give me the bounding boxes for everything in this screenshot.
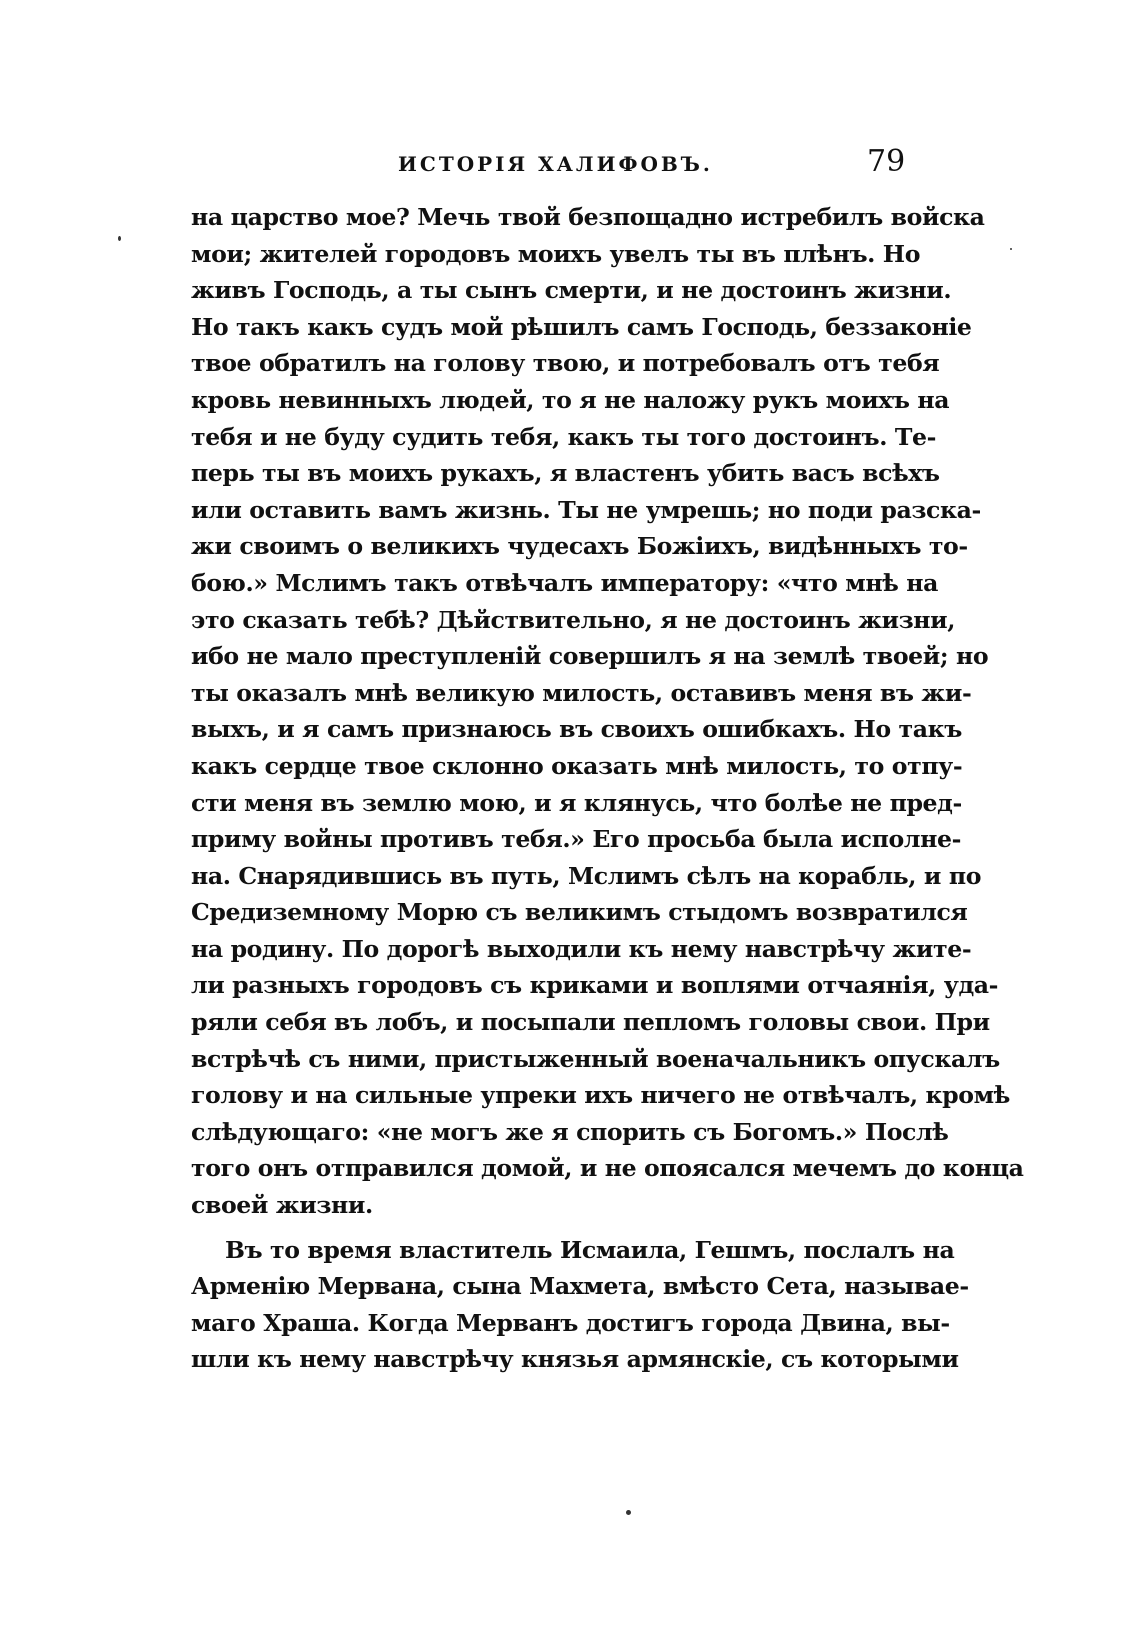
text-line: сти меня въ землю мою, и я клянусь, что болѣе не пред- [191, 788, 962, 817]
text-line: это сказать тебѣ? Дѣйствительно, я не достоинъ жизни, [191, 605, 956, 634]
page-number: 79 [867, 144, 906, 179]
ink-speck [1010, 248, 1012, 250]
text-line: мои; жителей городовъ моихъ увелъ ты въ плѣнъ. Но [191, 239, 921, 268]
ink-speck [626, 1510, 631, 1515]
text-line: тебя и не буду судить тебя, какъ ты того достоинъ. Те- [191, 422, 937, 451]
text-line: Арменію Мервана, сына Махмета, вмѣсто Сета, называе- [191, 1272, 969, 1301]
text-line: кровь невинныхъ людей, то я не наложу рукъ моихъ на [191, 385, 950, 414]
text-line: ряли себя въ лобъ, и посыпали пепломъ головы свои. При [191, 1008, 990, 1037]
text-line: на царство мое? Мечь твой безпощадно истребилъ войска [191, 203, 985, 231]
text-line: на. Снарядившись въ путь, Мслимъ сѣлъ на корабль, и по [191, 861, 982, 890]
text-line: твое обратилъ на голову твою, и потребовалъ отъ тебя [191, 349, 940, 378]
text-line: Но такъ какъ судъ мой рѣшилъ самъ Господь, беззаконіе [191, 312, 972, 341]
text-line: жи своимъ о великихъ чудесахъ Божіихъ, видѣнныхъ то- [191, 532, 968, 561]
text-line: живъ Господь, а ты сынъ смерти, и не достоинъ жизни. [191, 276, 952, 305]
running-title: ИСТОРІЯ ХАЛИФОВЪ. [398, 152, 713, 176]
text-line: голову и на сильные упреки ихъ ничего не отвѣчалъ, кромѣ [191, 1081, 1010, 1110]
paragraph-1 [191, 199, 1024, 1224]
text-line: или оставить вамъ жизнь. Ты не умрешь; но поди разска- [191, 495, 981, 524]
text-line: Средиземному Морю съ великимъ стыдомъ возвратился [191, 898, 968, 927]
text-line: какъ сердце твое склонно оказать мнѣ милость, то отпу- [191, 751, 963, 780]
paragraph-2 [191, 1232, 969, 1378]
text-line: шли къ нему навстрѣчу князья армянскіе, съ которыми [191, 1345, 959, 1374]
text-line: ты оказалъ мнѣ великую милость, оставивъ меня въ жи- [191, 678, 972, 707]
text-line: Въ то время властитель Исмаила, Гешмъ, послалъ на [225, 1235, 955, 1264]
text-line: ли разныхъ городовъ съ криками и воплями отчаянія, уда- [191, 971, 999, 1000]
page-header [0, 140, 1140, 180]
text-line: на родину. По дорогѣ выходили къ нему навстрѣчу жите- [191, 934, 972, 963]
ink-speck [118, 236, 121, 241]
text-line: бою.» Мслимъ такъ отвѣчалъ императору: «что мнѣ на [191, 568, 939, 597]
text-line: встрѣчѣ съ ними, пристыженный военачальникъ опускалъ [191, 1044, 1000, 1073]
paragraph-gap [191, 1224, 901, 1232]
text-line: своей жизни. [191, 1191, 373, 1220]
text-line: ибо не мало преступленій совершилъ я на землѣ твоей; но [191, 642, 989, 671]
text-line: слѣдующаго: «не могъ же я спорить съ Богомъ.» Послѣ [191, 1117, 949, 1146]
text-line: перь ты въ моихъ рукахъ, я властенъ убить васъ всѣхъ [191, 459, 940, 488]
body-text [191, 199, 1024, 1378]
text-line: того онъ отправился домой, и не опоясался мечемъ до конца [191, 1154, 1024, 1183]
text-line: маго Храша. Когда Мерванъ достигъ города Двина, вы- [191, 1308, 950, 1337]
text-line: приму войны противъ тебя.» Его просьба была исполне- [191, 825, 961, 854]
text-line: выхъ, и я самъ признаюсь въ своихъ ошибкахъ. Но такъ [191, 715, 962, 744]
